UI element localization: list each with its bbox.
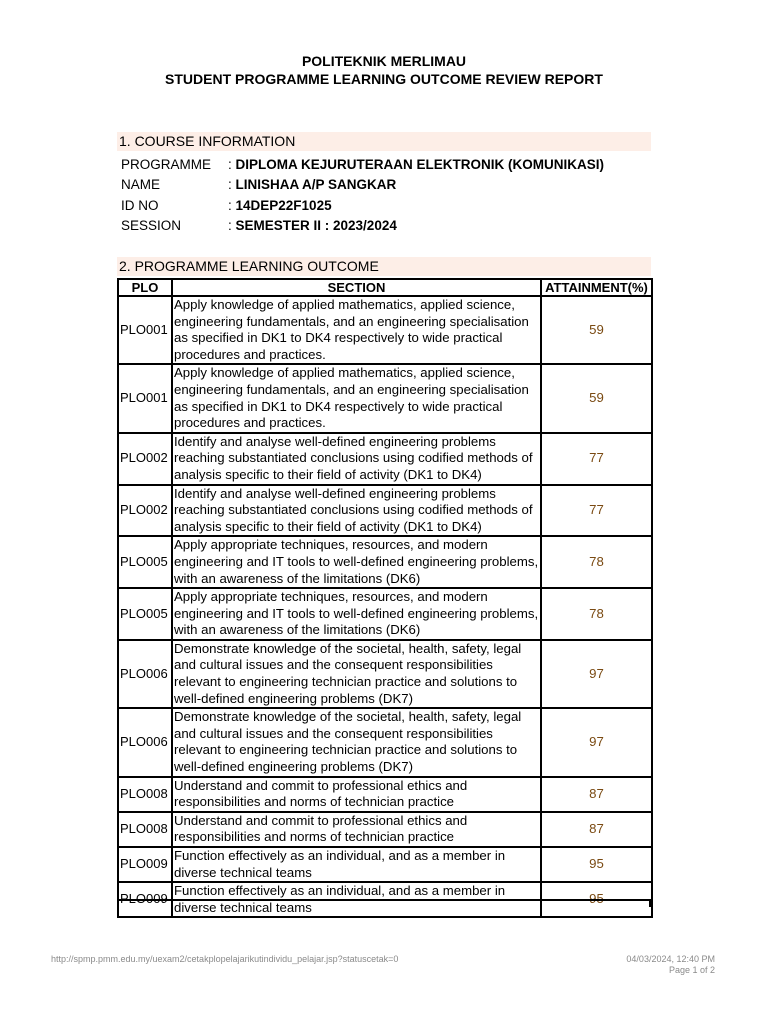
plo-attainment-cell: 87	[541, 777, 652, 812]
plo-header-row	[118, 279, 652, 296]
programme-value	[228, 157, 604, 172]
session-value	[228, 218, 397, 233]
name-value	[228, 177, 396, 192]
plo-section-cell: Identify and analyse well-defined engineering problems reaching substantiated conclusions using codified methods of analysis specific to their field of activity (DK1 to DK4)	[172, 485, 541, 537]
plo-attainment-cell: 77	[541, 485, 652, 537]
session-label: SESSION	[121, 218, 182, 233]
plo-section-cell: Apply knowledge of applied mathematics, applied science, engineering fundamentals, and an engineering specialisation as specified in DK1 to DK4 respectively to wide practical procedures and practices.	[172, 364, 541, 432]
plo-section-cell: Understand and commit to professional ethics and responsibilities and norms of technician practice	[172, 777, 541, 812]
institution-name: POLITEKNIK MERLIMAU	[301, 53, 467, 69]
plo-code-cell: PLO006	[118, 708, 172, 776]
table-row	[118, 588, 652, 640]
plo-attainment-cell: 95	[541, 847, 652, 882]
table-row	[118, 640, 652, 708]
footer-datetime: 04/03/2024, 12:40 PM	[626, 954, 715, 964]
report-title: STUDENT PROGRAMME LEARNING OUTCOME REVIEW REPORT	[165, 71, 603, 87]
plo-attainment-cell: 95	[541, 882, 652, 917]
footer-page-number: Page 1 of 2	[668, 965, 715, 975]
separator: :	[228, 218, 236, 233]
table-row	[118, 812, 652, 847]
plo-code-cell: PLO001	[118, 296, 172, 364]
column-divider	[171, 901, 173, 909]
plo-code-cell: PLO008	[118, 812, 172, 847]
plo-section-cell: Apply knowledge of applied mathematics, applied science, engineering fundamentals, and an engineering specialisation as specified in DK1 to DK4 respectively to wide practical procedures and practices.	[172, 296, 541, 364]
id-label: ID NO	[121, 198, 159, 213]
table-row	[118, 708, 652, 776]
col-header-plo: PLO	[118, 279, 172, 296]
plo-section-cell: Identify and analyse well-defined engineering problems reaching substantiated conclusions using codified methods of analysis specific to their field of activity (DK1 to DK4)	[172, 433, 541, 485]
plo-section-cell: Apply appropriate techniques, resources, and modern engineering and IT tools to well-defined engineering problems, with an awareness of the limitations (DK6)	[172, 588, 541, 640]
plo-section-cell: Demonstrate knowledge of the societal, health, safety, legal and cultural issues and the consequent responsibilities relevant to engineering technician practice and solutions to well-defined engineering problems (DK7)	[172, 708, 541, 776]
plo-attainment-cell: 59	[541, 296, 652, 364]
table-continuation	[117, 899, 651, 907]
plo-code-cell: PLO006	[118, 640, 172, 708]
col-header-section: SECTION	[172, 279, 541, 296]
session-text: SEMESTER II : 2023/2024	[235, 218, 397, 233]
plo-section-cell: Apply appropriate techniques, resources, and modern engineering and IT tools to well-defined engineering problems, with an awareness of the limitations (DK6)	[172, 536, 541, 588]
plo-attainment-cell: 77	[541, 433, 652, 485]
table-row	[118, 433, 652, 485]
plo-section-cell: Understand and commit to professional ethics and responsibilities and norms of technician practice	[172, 812, 541, 847]
course-info-heading: 1. COURSE INFORMATION	[117, 132, 651, 151]
separator: :	[228, 198, 236, 213]
plo-code-cell: PLO001	[118, 364, 172, 432]
plo-code-cell: PLO009	[118, 882, 172, 917]
column-divider	[540, 901, 542, 909]
table-row	[118, 536, 652, 588]
plo-code-cell: PLO002	[118, 485, 172, 537]
plo-section-cell: Function effectively as an individual, and as a member in diverse technical teams	[172, 847, 541, 882]
plo-attainment-cell: 78	[541, 536, 652, 588]
id-value	[228, 198, 332, 213]
plo-heading: 2. PROGRAMME LEARNING OUTCOME	[117, 257, 651, 276]
table-row	[118, 777, 652, 812]
plo-table	[117, 278, 653, 918]
programme-text: DIPLOMA KEJURUTERAAN ELEKTRONIK (KOMUNIKASI)	[235, 157, 605, 172]
col-header-attainment: ATTAINMENT(%)	[541, 279, 652, 296]
plo-attainment-cell: 87	[541, 812, 652, 847]
table-row	[118, 847, 652, 882]
id-text: 14DEP22F1025	[235, 198, 332, 213]
plo-attainment-cell: 97	[541, 708, 652, 776]
plo-code-cell: PLO005	[118, 588, 172, 640]
separator: :	[228, 177, 236, 192]
name-label: NAME	[121, 177, 161, 192]
plo-section-cell: Function effectively as an individual, and as a member in diverse technical teams	[172, 882, 541, 917]
plo-attainment-cell: 78	[541, 588, 652, 640]
footer-url: http://spmp.pmm.edu.my/uexam2/cetakplopelajarikutindividu_pelajar.jsp?statuscetak=0	[51, 954, 399, 964]
plo-code-cell: PLO005	[118, 536, 172, 588]
plo-code-cell: PLO008	[118, 777, 172, 812]
table-row	[118, 364, 652, 432]
plo-code-cell: PLO009	[118, 847, 172, 882]
separator: :	[228, 157, 236, 172]
plo-attainment-cell: 59	[541, 364, 652, 432]
table-row	[118, 485, 652, 537]
plo-code-cell: PLO002	[118, 433, 172, 485]
plo-section-cell: Demonstrate knowledge of the societal, health, safety, legal and cultural issues and the consequent responsibilities relevant to engineering technician practice and solutions to well-defined engineering problems (DK7)	[172, 640, 541, 708]
name-text: LINISHAA A/P SANGKAR	[235, 177, 397, 192]
table-row	[118, 296, 652, 364]
programme-label: PROGRAMME	[121, 157, 212, 172]
plo-attainment-cell: 97	[541, 640, 652, 708]
